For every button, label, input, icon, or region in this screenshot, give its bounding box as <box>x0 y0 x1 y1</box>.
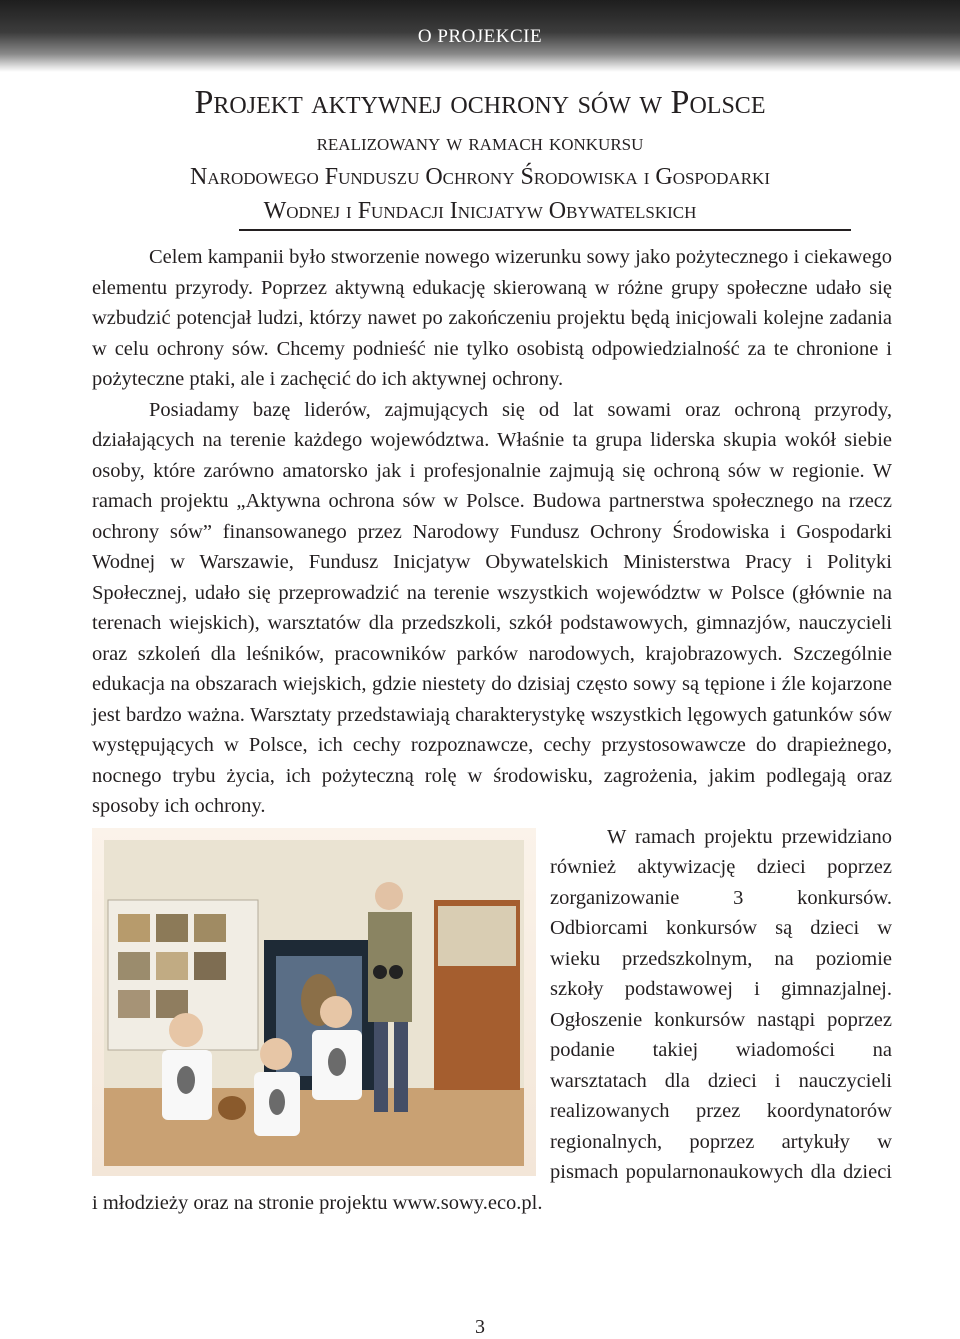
poster-thumb <box>118 952 150 980</box>
owl-print <box>269 1089 285 1115</box>
paragraph-2: Posiadamy bazę liderów, zajmujących się od lat sowami oraz ochroną przyrody, działających na terenie każdego województwa. Właśnie ta grupa liderska skupia wokół siebie osoby, które zarówno amatorsko jak i profesjonalnie zajmują się ochroną sów w regionie. W ramach projektu „Aktywna ochrona sów w Polsce. Budowa partnerstwa społecznego na rzecz ochrony sów” finansowanego przez Narodowy Fundusz Ochrony Środowiska i Gospodarki Wodnej w Warszawie, Fundusz Inicjatyw Obywatelskich Ministerstwa Pracy i Polityki Społecznej, udało się przeprowadzić na terenie wszystkich województw w Polsce (głównie na terenach wiejskich), warsztatów dla przedszkoli, szkół podstawowych, gimnazjów, nauczycieli oraz szkoleń dla leśników, pracowników parków narodowych, krajobrazowych. Szczególnie edukacja na obszarach wiejskich, gdzie niestety do dzisiaj często sowy są tępione i źle kojarzone jest bardzo ważna. Warsztaty przedstawiają charakterystykę wszystkich lęgowych gatunków sów występujących w Polsce, ich cechy rozpoznawcze, cechy przystosowawcze do drapieżnego, nocnego trybu życia, ich pożyteczną rolę w środowisku, zagrożenia, jakim podlegają oraz sposoby ich ochrony. <box>92 398 892 817</box>
poster-thumb <box>194 914 226 942</box>
poster-thumb <box>156 952 188 980</box>
workshop-photo-illustration <box>104 840 524 1166</box>
owl-print <box>328 1048 346 1076</box>
child-head <box>260 1038 292 1070</box>
poster-thumb <box>118 990 150 1018</box>
workshop-photo <box>92 828 536 1176</box>
title-block <box>92 80 868 228</box>
adult-leg <box>374 1022 388 1112</box>
section-header-band <box>0 0 960 72</box>
section-label: O PROJEKCIE <box>417 26 543 47</box>
adult-body <box>368 912 412 1022</box>
page-number: 3 <box>475 1316 485 1338</box>
cabinet-shelf <box>438 906 516 966</box>
child-head <box>320 996 352 1028</box>
paragraph-3 <box>92 822 892 1219</box>
subtitle-line-2: Narodowego Funduszu Ochrony Środowiska i Gospodarki <box>190 164 770 190</box>
subtitle-line-3: Wodnej i Fundacji Inicjatyw Obywatelskich <box>263 198 697 224</box>
page-title: Projekt aktywnej ochrony sów w Polsce <box>194 84 766 121</box>
paragraph-1: Celem kampanii było stworzenie nowego wizerunku sowy jako pożytecznego i ciekawego elementu przyrody. Poprzez aktywną edukację skierowaną w różne grupy społeczne udało się wzbudzić potencjał ludzi, którzy nawet po zakończeniu projektu będą inicjowali kolejne zadania w celu ochrony sów. Chcemy podnieść nie tylko osobistą odpowiedzialność za te chronione i pożyteczne ptaki, ale i zachęcić do ich aktywnej ochrony. <box>92 246 892 390</box>
adult-leg <box>394 1022 408 1112</box>
article-body <box>92 238 892 1218</box>
poster-thumb <box>194 952 226 980</box>
child-head <box>169 1013 203 1047</box>
binoculars <box>373 965 387 979</box>
title-divider <box>239 229 851 231</box>
owl-print <box>177 1066 195 1094</box>
adult-head <box>375 882 403 910</box>
poster-thumb <box>118 914 150 942</box>
poster-thumb <box>156 914 188 942</box>
subtitle-line-1: realizowany w ramach konkursu <box>316 130 644 156</box>
paragraph-3-text: W ramach projektu przewidziano również aktywizację dzieci poprzez zorganizowanie 3 konkursów. Odbiorcami konkursów są dzieci w wieku przedszkolnym, na poziomie szkoły podstawowej i gimnazjalnej. Ogłoszenie konkursów nastąpi poprzez podanie takiej wiadomości na warsztatach dla dzieci i nauczycieli realizowanych przez koordynatorów regionalnych, poprzez artykuły w pismach popularnonaukowych dla dzieci i młodzieży oraz na stronie projektu www.sowy.eco.pl. <box>92 825 892 1214</box>
binoculars <box>389 965 403 979</box>
plush-owl <box>218 1096 246 1120</box>
